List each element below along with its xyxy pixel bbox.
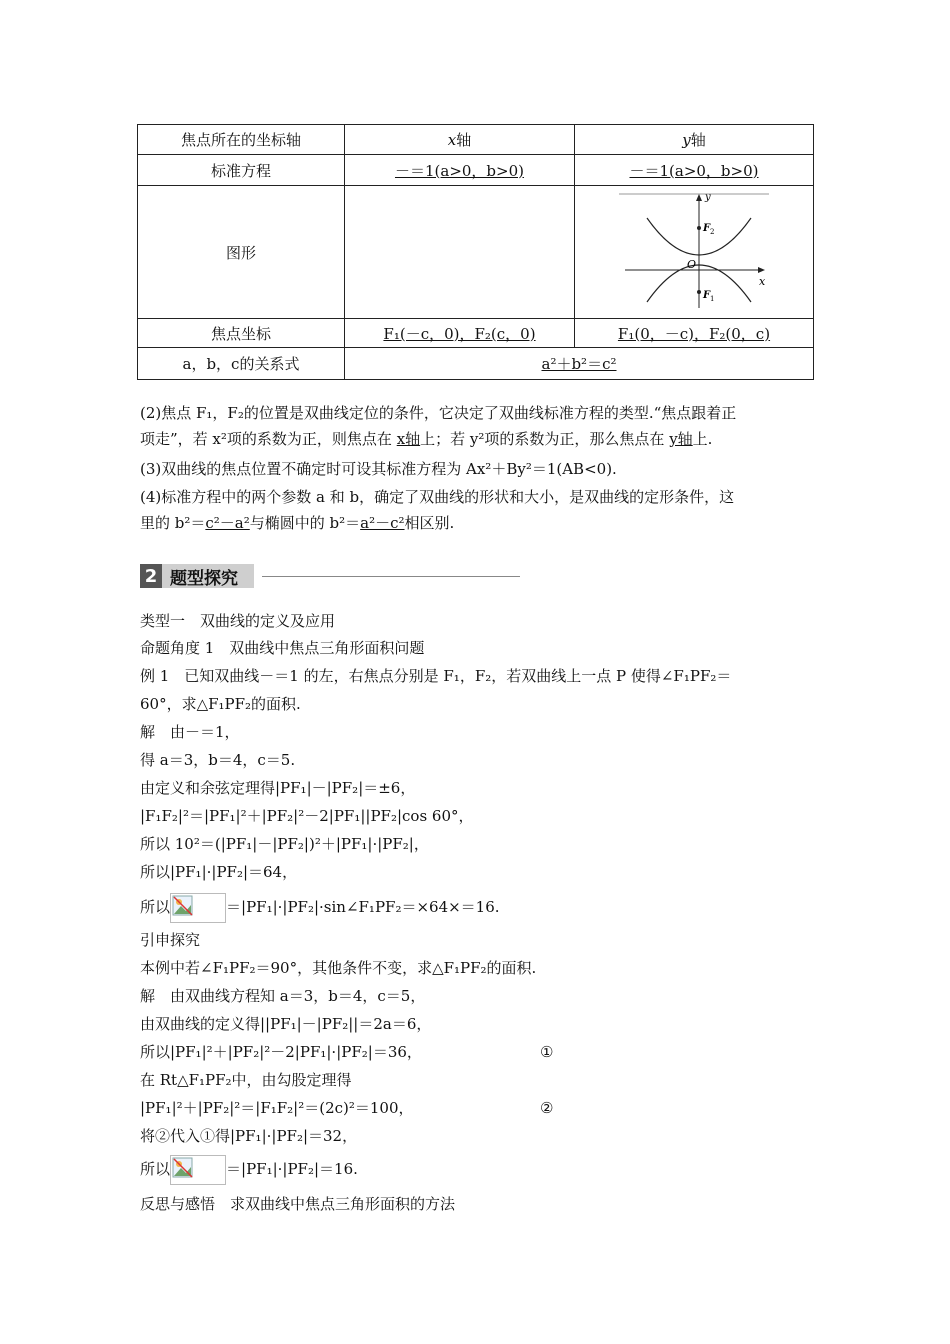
body-line: 命题角度 1 双曲线中焦点三角形面积问题 xyxy=(140,639,425,657)
note-3: (3)双曲线的焦点位置不确定时可设其标准方程为 Ax²＋By²＝1(AB<0). xyxy=(140,460,617,478)
section-title: 题型探究 xyxy=(162,564,254,588)
body-line: 将②代入①得|PF₁|·|PF₂|＝32， xyxy=(140,1127,358,1145)
body-line: 由双曲线的定义得||PF₁|－|PF₂||＝2a＝6， xyxy=(140,1015,432,1033)
body-line: 所以 10²＝(|PF₁|－|PF₂|)²＋|PF₁|·|PF₂|， xyxy=(140,835,429,853)
graph-cell-empty xyxy=(345,186,575,319)
answer-hyperbola: c²－a² xyxy=(205,514,250,532)
graph-cell xyxy=(575,186,814,319)
table-cell xyxy=(575,319,814,348)
table-row xyxy=(138,348,814,380)
axis-suffix: 轴 xyxy=(456,131,472,149)
axis-suffix: 轴 xyxy=(690,131,706,149)
origin-label: O xyxy=(687,258,697,271)
abc-relation: a²＋b²＝c² xyxy=(541,355,617,373)
body-line: 本例中若∠F₁PF₂＝90°，其他条件不变，求△F₁PF₂的面积. xyxy=(140,959,537,977)
body-line: 解 由双曲线方程知 a＝3，b＝4，c＝5， xyxy=(140,987,426,1005)
f1-sub: 1 xyxy=(710,295,715,303)
table-cell xyxy=(345,348,814,380)
text: 与椭圆中的 b²＝ xyxy=(249,514,361,532)
table-row xyxy=(138,125,814,155)
equation-marker: ② xyxy=(540,1099,554,1117)
note-line xyxy=(140,510,812,536)
body-line: 所以|PF₁|·|PF₂|＝64， xyxy=(140,863,298,881)
note-line: (2)焦点 F₁，F₂的位置是双曲线定位的条件，它决定了双曲线标准方程的类型.“焦点跟着正 xyxy=(140,404,737,422)
f1-label: F xyxy=(703,290,711,301)
f2-label: F xyxy=(703,223,711,234)
table-cell: a，b，c的关系式 xyxy=(138,348,345,380)
table-cell: 焦点所在的坐标轴 xyxy=(138,125,345,155)
table-cell: 标准方程 xyxy=(138,155,345,186)
body-line: 引申探究 xyxy=(140,931,201,949)
body-line xyxy=(140,1154,358,1185)
y-axis-label: y xyxy=(705,192,711,203)
table-cell xyxy=(345,125,575,155)
text: 项走”，若 x²项的系数为正，则焦点在 xyxy=(140,430,397,448)
x-axis-label: x xyxy=(759,275,766,288)
answer-y-axis: y轴 xyxy=(669,430,693,448)
answer-x-axis: x轴 xyxy=(396,430,421,448)
body-line: 解 由－＝1， xyxy=(140,723,240,741)
body-line: 例 1 已知双曲线－＝1 的左，右焦点分别是 F₁，F₂，若双曲线上一点 P 使得∠F₁PF₂＝ xyxy=(140,667,732,685)
table-cell xyxy=(345,155,575,186)
axis-var: x xyxy=(447,131,457,149)
text: ＝|PF₁|·|PF₂|·sin∠F₁PF₂＝×64×＝16. xyxy=(226,898,500,916)
equation-y: －＝1(a>0，b>0) xyxy=(629,161,759,180)
note-2 xyxy=(140,400,812,452)
text: ＝|PF₁|·|PF₂|＝16. xyxy=(226,1160,358,1178)
table-row xyxy=(138,319,814,348)
body-line: |PF₁|²＋|PF₂|²＝|F₁F₂|²＝(2c)²＝100， xyxy=(140,1099,414,1117)
hyperbola-graph xyxy=(619,190,769,310)
table-cell: 图形 xyxy=(138,186,345,319)
equation-marker: ① xyxy=(540,1043,554,1061)
body-line: 所以|PF₁|²＋|PF₂|²－2|PF₁|·|PF₂|＝36， xyxy=(140,1043,422,1061)
body-line: |F₁F₂|²＝|PF₁|²＋|PF₂|²－2|PF₁||PF₂|cos 60°， xyxy=(140,807,474,825)
body-line: 反思与感悟 求双曲线中焦点三角形面积的方法 xyxy=(140,1195,456,1213)
body-line: 得 a＝3，b＝4，c＝5. xyxy=(140,751,296,769)
section-heading xyxy=(140,564,260,588)
broken-image-icon xyxy=(170,893,226,923)
axis-var: y xyxy=(682,131,691,149)
table-cell xyxy=(345,319,575,348)
answer-ellipse: a²－c² xyxy=(360,514,405,532)
f2-sub: 2 xyxy=(710,228,715,236)
foci-y: F₁(0，－c)，F₂(0，c) xyxy=(617,324,771,343)
section-number: 2 xyxy=(140,564,162,588)
text: 相区别. xyxy=(404,514,455,532)
text: 上. xyxy=(692,430,713,448)
hyperbola-properties-table xyxy=(137,124,814,380)
note-line: (4)标准方程中的两个参数 a 和 b，确定了双曲线的形状和大小，是双曲线的定形条件，这 xyxy=(140,488,735,506)
foci-x: F₁(－c，0)，F₂(c，0) xyxy=(383,324,536,343)
note-4 xyxy=(140,484,812,536)
broken-image-icon xyxy=(170,1155,226,1185)
note-line xyxy=(140,426,812,452)
text: 上；若 y²项的系数为正，那么焦点在 xyxy=(420,430,670,448)
text: 里的 b²＝ xyxy=(140,514,206,532)
text: 所以 xyxy=(140,898,171,916)
table-row xyxy=(138,186,814,319)
body-line: 60°，求△F₁PF₂的面积. xyxy=(140,695,301,713)
table-cell xyxy=(575,125,814,155)
body-line: 在 Rt△F₁PF₂中，由勾股定理得 xyxy=(140,1071,352,1089)
equation-x: －＝1(a>0，b>0) xyxy=(394,161,525,180)
body-line xyxy=(140,892,500,923)
table-cell xyxy=(575,155,814,186)
table-row xyxy=(138,155,814,186)
body-line: 类型一 双曲线的定义及应用 xyxy=(140,612,336,630)
body-line: 由定义和余弦定理得|PF₁|－|PF₂|＝±6， xyxy=(140,779,416,797)
table-cell: 焦点坐标 xyxy=(138,319,345,348)
section-divider xyxy=(262,576,520,577)
text: 所以 xyxy=(140,1160,171,1178)
